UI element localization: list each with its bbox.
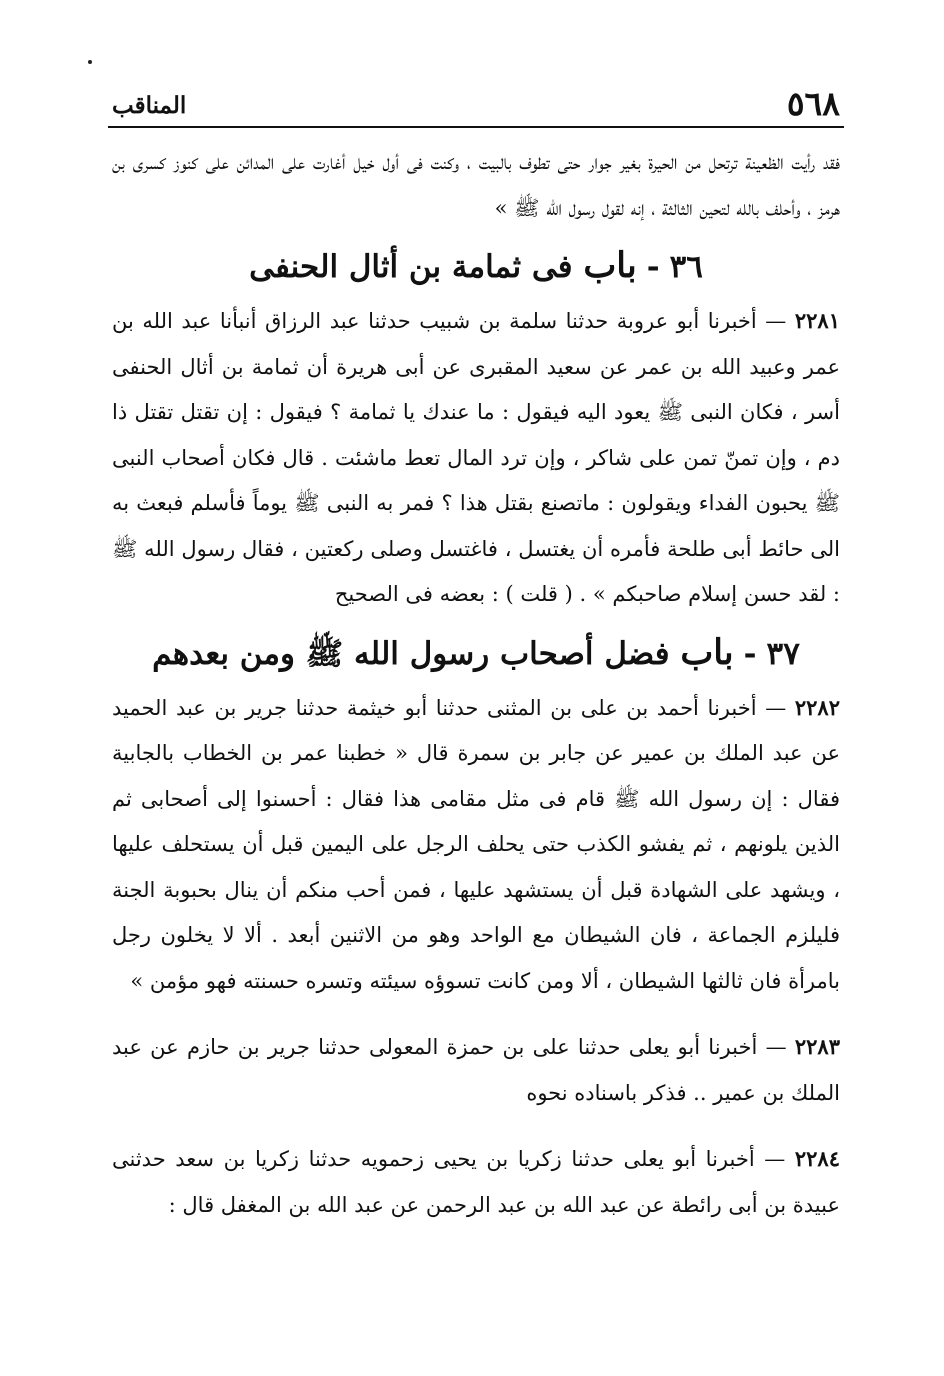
hadith-2283	[112, 1024, 840, 1116]
hadith-number: ٢٢٨٤	[794, 1146, 840, 1171]
hadith-2281	[112, 298, 840, 618]
hadith-number: ٢٢٨٣	[794, 1034, 840, 1059]
hadith-number: ٢٢٨١	[794, 308, 840, 333]
chapter-heading-37: ٣٧-باب فضل أصحاب رسول الله ﷺ ومن بعدهم	[152, 631, 800, 673]
hadith-2284	[112, 1136, 840, 1228]
hadith-text: أخبرنا أحمد بن على بن المثنى حدثنا أبو خيثمة حدثنا جرير بن عبد الحميد عن عبد الملك بن عمير عن جابر بن سمرة قال « خطبنا عمر بن الخطاب بالجابية فقال : إن رسول الله ﷺ قام فى مثل مقامى هذا فقال : أحسنوا إلى أصحابى ثم الذين يلونهم ، ثم يفشو الكذب حتى يحلف الرجل على اليمين قبل أن يستحلف عليها ، ويشهد على الشهادة قبل أن يستشهد عليها ، فمن أحب منكم أن ينال بحبوبة الجنة فليلزم الجماعة ، فان الشيطان مع الواحد وهو من الاثنين أبعد . ألا لا يخلون رجل بامرأة فان ثالثها الشيطان ، ألا ومن كانت تسوؤه سيئته وتسره حسنته فهو مؤمن »	[112, 695, 840, 993]
chapter-word: باب	[583, 245, 637, 286]
chapter-title: فى ثمامة بن أثال الحنفى	[249, 249, 573, 285]
dash: —	[765, 309, 787, 333]
chapter-heading-36: ٣٦-باب فى ثمامة بن أثال الحنفى	[249, 245, 703, 286]
hadith-text: أخبرنا أبو يعلى حدثنا على بن حمزة المعولى حدثنا جرير بن حازم عن عبد الملك بن عمير .. فذكر باسناده نحوه	[112, 1035, 840, 1105]
hadith-text: أخبرنا أبو يعلى حدثنا زكريا بن يحيى زحمويه حدثنا زكريا بن سعد حدثنى عبيدة بن أبى رائطة عن عبد الله بن عبد الرحمن عن عبد الله بن المغفل قال :	[112, 1147, 840, 1217]
header-rule	[108, 126, 844, 128]
page-number: ٥٦٨	[786, 84, 840, 123]
chapter-number: ٣٧	[766, 635, 800, 672]
dash: —	[764, 1147, 786, 1171]
print-speck	[88, 60, 92, 64]
page-header	[112, 82, 840, 126]
running-head: المناقب	[112, 92, 187, 119]
continuation-text: فقد رأيت الظعينة ترتحل من الحيرة بغير جوار حتى تطوف بالبيت ، وكنت فى أول خيل أغارت على المدائن على كنوز كسرى بن هرمز ، وأحلف بالله لتحين الثالثة ، إنه لقول رسول الله ﷺ »	[112, 150, 840, 220]
dash: —	[765, 1035, 787, 1059]
chapter-word: باب	[680, 631, 734, 673]
dash: —	[765, 695, 787, 720]
hadith-text: أخبرنا أبو عروبة حدثنا سلمة بن شبيب حدثنا عبد الرزاق أنبأنا عبد الله بن عمر وعبيد الله بن عمر عن سعيد المقبرى عن أبى هريرة أن ثمامة بن أثال الحنفى أسر ، فكان النبى ﷺ يعود اليه فيقول : ما عندك يا ثمامة ؟ فيقول : إن تقتل تقتل ذا دم ، وإن تمنّ تمن على شاكر ، وإن ترد المال تعط ماشئت . قال فكان أصحاب النبى ﷺ يحبون الفداء ويقولون : ماتصنع بقتل هذا ؟ فمر به النبى ﷺ يوماً فأسلم فبعث به الى حائط أبى طلحة فأمره أن يغتسل ، فاغتسل وصلى ركعتين ، فقال رسول الله ﷺ : لقد حسن إسلام صاحبكم » . ( قلت ) : بعضه فى الصحيح	[112, 309, 840, 606]
chapter-title: فضل أصحاب رسول الله ﷺ ومن بعدهم	[152, 635, 670, 672]
continuation-paragraph	[112, 140, 840, 231]
hadith-number: ٢٢٨٢	[794, 694, 840, 720]
chapter-number: ٣٦	[669, 249, 703, 285]
text-body	[112, 140, 840, 1228]
hadith-2282	[112, 685, 840, 1005]
